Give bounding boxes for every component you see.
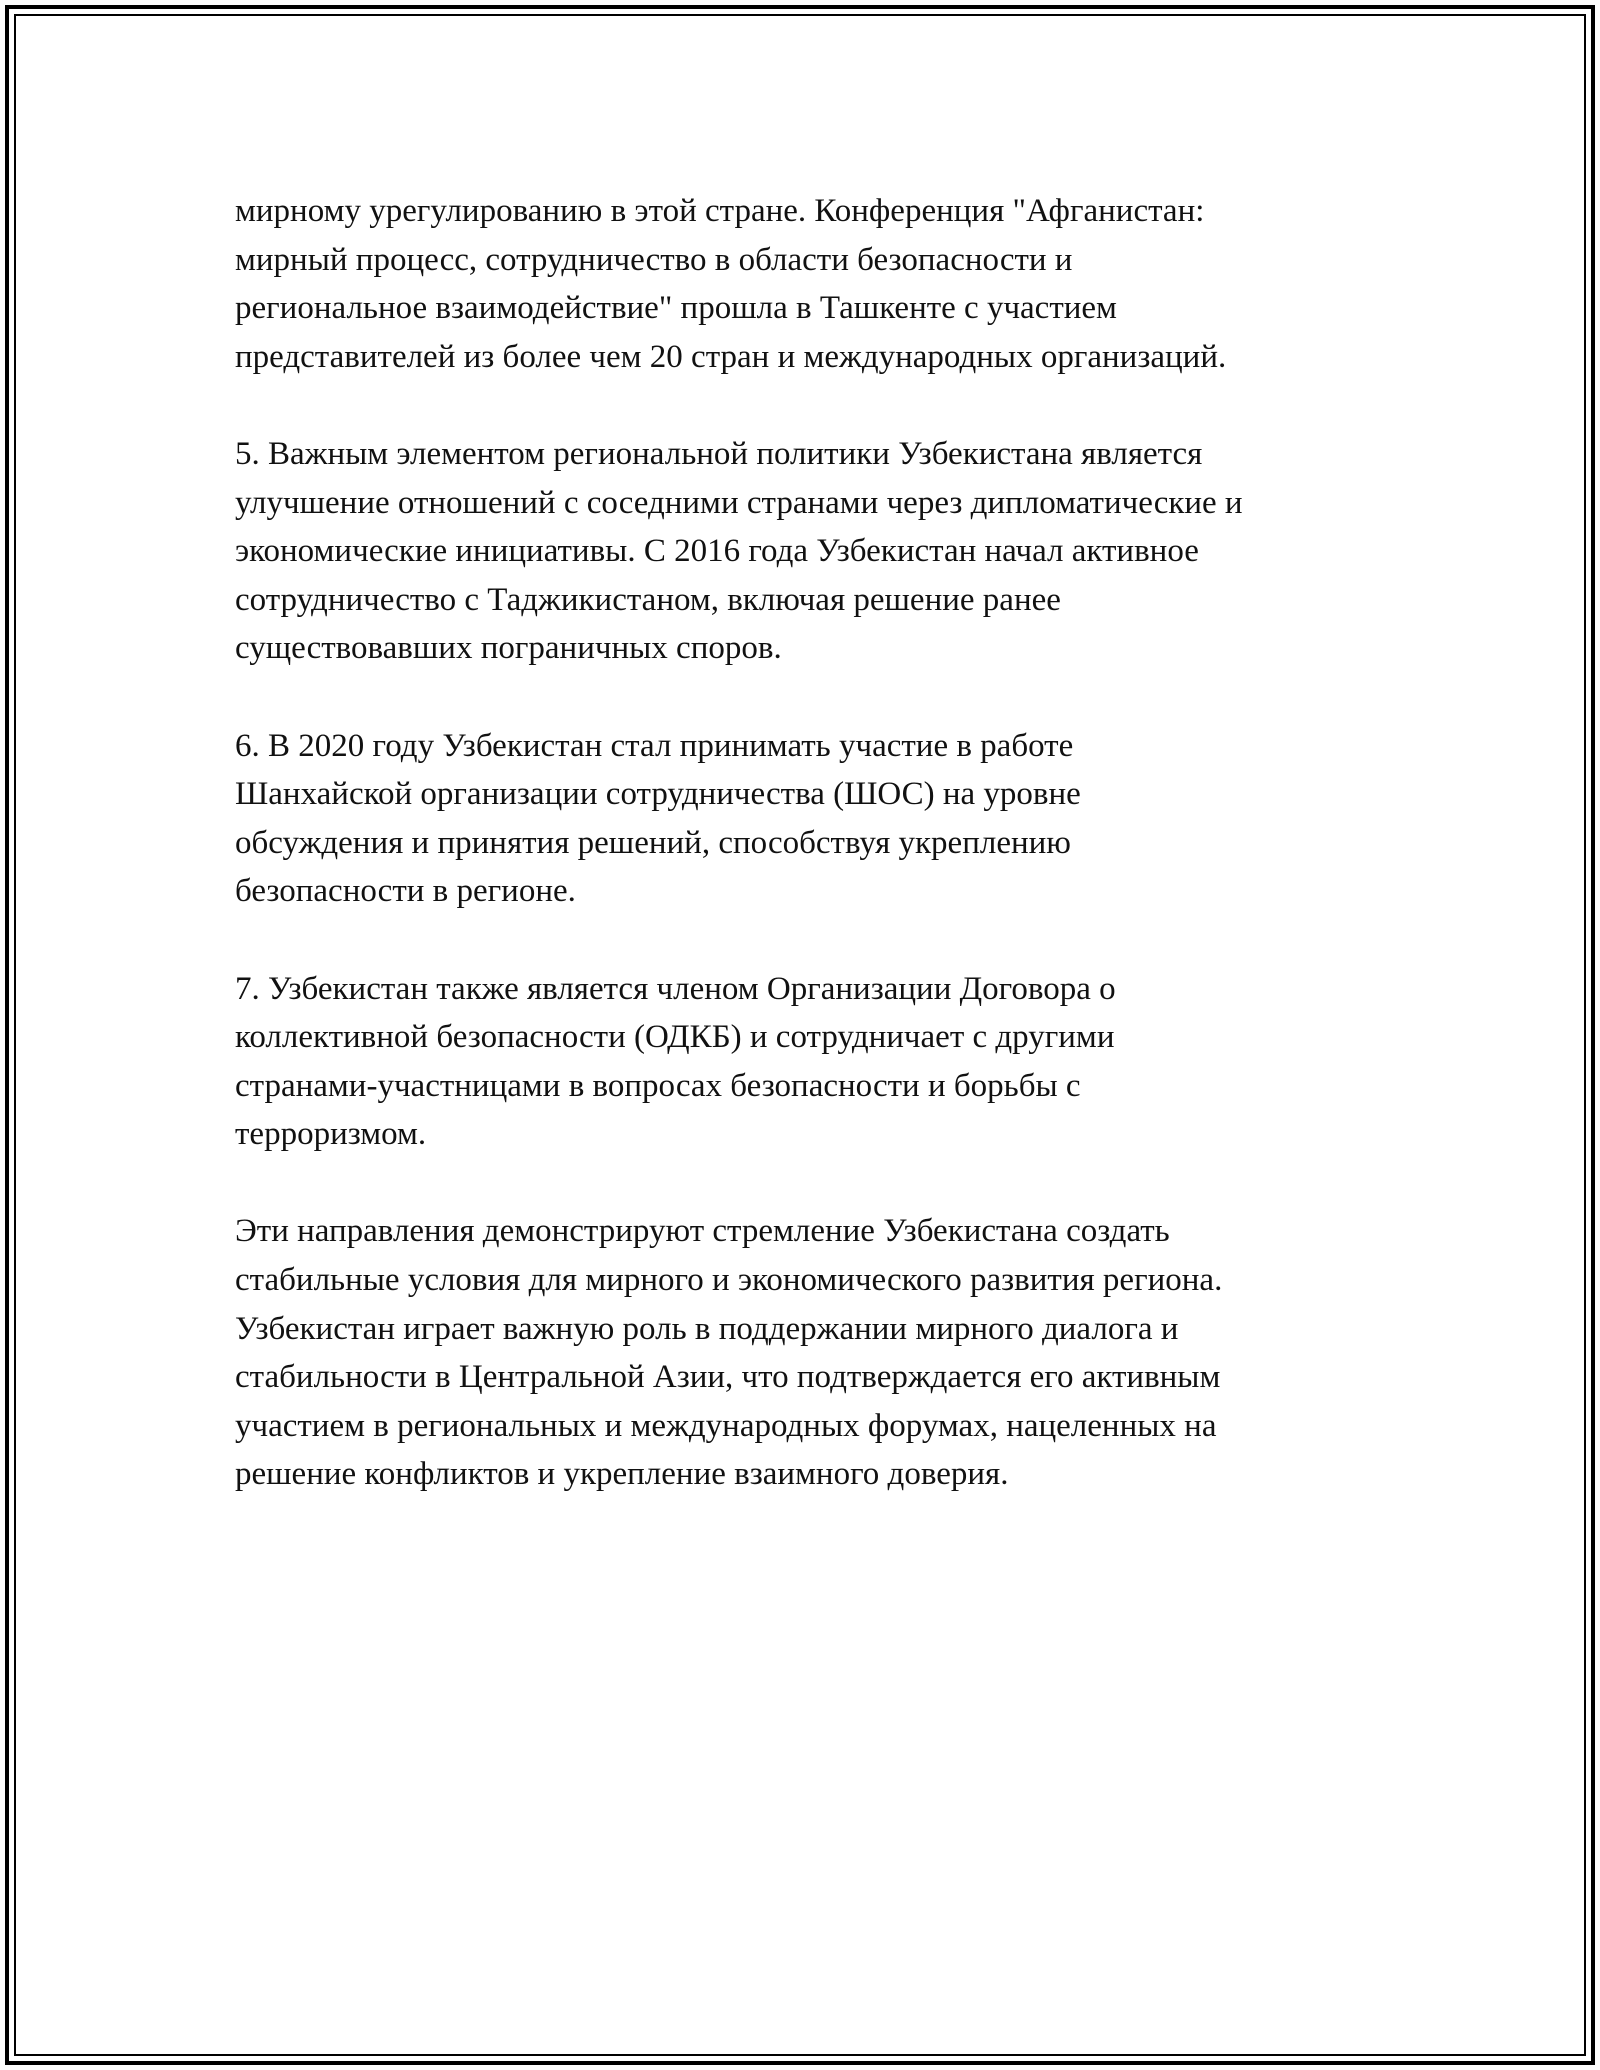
paragraph-item-5-neighbor-relations: 5. Важным элементом региональной политики Узбекистана является улучшение отношений с соседними странами через дипломатические и экономические инициативы. С 2016 года Узбекистан начал активное сотрудничество с Таджикистаном, включая решение ранее существовавших пограничных споров. <box>235 435 1243 667</box>
paragraph-item-7-csto: 7. Узбекистан также является членом Организации Договора о коллективной безопасности (ОДКБ) и сотрудничает с другими странами-участницами в вопросах безопасности и борьбы с терроризмом. <box>235 970 1116 1153</box>
document-body <box>235 187 1395 1548</box>
paragraph-item-6-sco: 6. В 2020 году Узбекистан стал принимать участие в работе Шанхайской организации сотрудничества (ШОС) на уровне обсуждения и принятия решений, способствуя укреплению безопасности в регионе. <box>235 727 1081 910</box>
paragraph-afghanistan-conference: мирному урегулированию в этой стране. Конференция "Афганистан: мирный процесс, сотрудничество в области безопасности и региональное взаимодействие" прошла в Ташкенте с участием представителей из более чем 20 стран и международных организаций. <box>235 193 1227 375</box>
paragraph-conclusion: Эти направления демонстрируют стремление Узбекистана создать стабильные условия для мирного и экономического развития региона. Узбекистан играет важную роль в поддержании мирного диалога и стабильности в Центральной Азии, что подтверждается его активным участием в региональных и международных форумах, нацеленных на решение конфликтов и укрепление взаимного доверия. <box>235 1213 1223 1493</box>
